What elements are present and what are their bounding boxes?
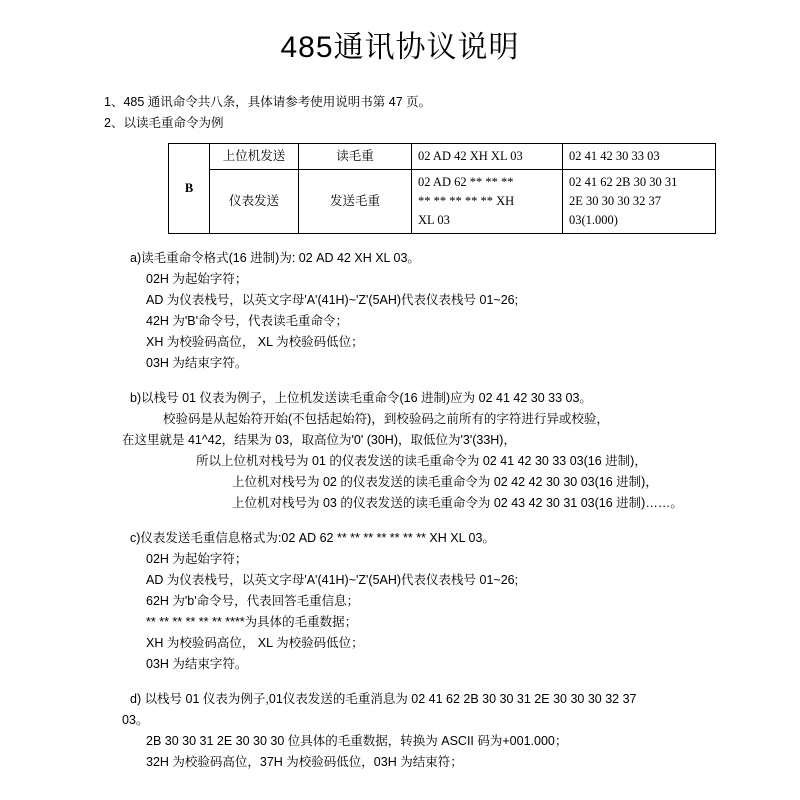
- section-a-heading: a)读毛重命令格式(16 进制)为: 02 AD 42 XH XL 03。: [130, 251, 420, 265]
- table-group-tag: B: [169, 144, 210, 234]
- page-title: 485通讯协议说明: [280, 31, 520, 64]
- example-line: 03(1.000): [569, 213, 618, 227]
- format-line: ** ** ** ** ** XH: [418, 194, 515, 208]
- intro-block: [0, 92, 800, 134]
- section-d-heading-cont: 03。: [122, 713, 149, 727]
- section-c-line: 02H 为起始字符；: [146, 552, 248, 566]
- intro-line-1: 1、485 通讯命令共八条，具体请参考使用说明书第 47 页。: [104, 95, 432, 109]
- section-c-line: ** ** ** ** ** ** ****为具体的毛重数据；: [146, 615, 358, 629]
- intro-line-2: 2、以读毛重命令为例: [104, 116, 224, 130]
- section-a-line: 03H 为结束字符。: [146, 356, 248, 370]
- section-d-heading: d) 以栈号 01 仪表为例子,01仪表发送的毛重消息为 02 41 62 2B 30 30 31 2E 30 30 30 32 37: [130, 692, 637, 706]
- table-cell-direction: 仪表发送: [210, 170, 299, 234]
- section-a-line: 42H 为'B'命令号，代表读毛重命令；: [146, 314, 349, 328]
- format-line: XL 03: [418, 213, 450, 227]
- table-cell-format: [412, 170, 563, 234]
- table-cell-command: 读毛重: [299, 144, 412, 170]
- table-cell-format: 02 AD 42 XH XL 03: [412, 144, 563, 170]
- protocol-table: [168, 143, 716, 234]
- protocol-table-wrap: [0, 143, 800, 234]
- section-c-heading: c)仪表发送毛重信息格式为:02 AD 62 ** ** ** ** ** ** ** XH XL 03。: [130, 531, 495, 545]
- section-c-line: 62H 为'b'命令号，代表回答毛重信息；: [146, 594, 360, 608]
- section-d-line: 2B 30 30 31 2E 30 30 30 位具体的毛重数据，转换为 ASCII 码为+001.000；: [146, 734, 568, 748]
- section-a-line: XH 为校验码高位， XL 为校验码低位；: [146, 335, 364, 349]
- section-c: [0, 528, 800, 675]
- section-b: [0, 388, 800, 514]
- section-c-line: XH 为校验码高位， XL 为校验码低位；: [146, 636, 364, 650]
- body-sections: [0, 248, 800, 773]
- example-line: 2E 30 30 30 32 37: [569, 194, 662, 208]
- section-b-example-line: 上位机对栈号为 03 的仪表发送的读毛重命令为 02 43 42 30 31 03(16 进制)……。: [232, 496, 683, 510]
- section-d: [0, 689, 800, 773]
- table-cell-command: 发送毛重: [299, 170, 412, 234]
- section-b-example-line: 上位机对栈号为 02 的仪表发送的读毛重命令为 02 42 42 30 30 03(16 进制)，: [232, 475, 658, 489]
- section-a-line: AD 为仪表栈号，以英文字母'A'(41H)~'Z'(5AH)代表仪表栈号 01~26;: [146, 293, 519, 307]
- example-line: 02 41 62 2B 30 30 31: [569, 175, 678, 189]
- table-row: [169, 170, 716, 234]
- section-a: [0, 248, 800, 374]
- section-b-example-line: 所以上位机对栈号为 01 的仪表发送的读毛重命令为 02 41 42 30 33 03(16 进制)，: [196, 454, 647, 468]
- section-b-heading: b)以栈号 01 仪表为例子，上位机发送读毛重命令(16 进制)应为 02 41 42 30 33 03。: [130, 391, 592, 405]
- table-cell-direction: 上位机发送: [210, 144, 299, 170]
- section-a-line: 02H 为起始字符；: [146, 272, 248, 286]
- format-line: 02 AD 62 ** ** **: [418, 175, 514, 189]
- section-c-line: 03H 为结束字符。: [146, 657, 248, 671]
- table-row: [169, 144, 716, 170]
- section-c-line: AD 为仪表栈号，以英文字母'A'(41H)~'Z'(5AH)代表仪表栈号 01~26;: [146, 573, 519, 587]
- table-cell-example: [563, 170, 716, 234]
- section-d-line: 32H 为校验码高位，37H 为校验码低位，03H 为结束符；: [146, 755, 463, 769]
- section-b-checksum-cont: 在这里就是 41^42，结果为 03，取高位为'0' (30H)，取低位为'3'(33H)，: [122, 433, 516, 447]
- section-b-checksum-line: 校验码是从起始符开始(不包括起始符)，到校验码之前所有的字符进行异或校验，: [163, 412, 609, 426]
- table-cell-example: 02 41 42 30 33 03: [563, 144, 716, 170]
